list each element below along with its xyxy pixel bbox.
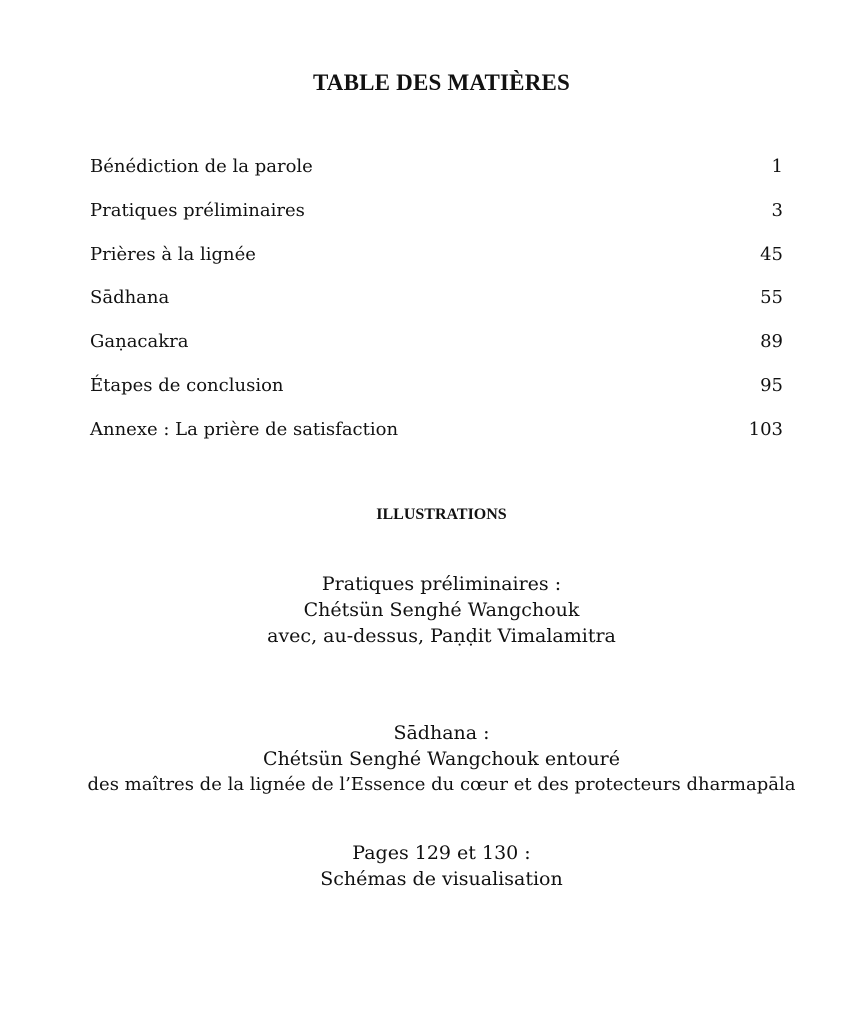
toc-entry <box>90 200 783 244</box>
toc-entry-page: 95 <box>760 374 783 396</box>
illustration-caption-line: des maîtres de la lignée de l’Essence du cœur et des protecteurs dharmapāla <box>87 774 796 795</box>
toc-entry-page: 1 <box>771 156 783 177</box>
toc-entry <box>90 287 783 331</box>
illustration-caption-line: Schémas de visualisation <box>320 868 563 890</box>
toc-entry-label: Sādhana <box>90 287 170 309</box>
toc-entry-page: 45 <box>760 243 783 265</box>
illustration-caption-line: Chétsün Senghé Wangchouk <box>303 599 580 621</box>
toc-entry-label: Étapes de conclusion <box>90 374 284 396</box>
illustration-caption-line: Sādhana : <box>393 722 490 744</box>
toc-entry <box>90 419 783 463</box>
illustration-caption <box>0 720 853 798</box>
toc-entry <box>90 331 783 375</box>
illustration-caption <box>0 571 853 649</box>
illustration-caption-line: Pages 129 et 130 : <box>352 842 531 864</box>
table-of-contents <box>90 156 783 463</box>
toc-entry-page: 3 <box>771 199 783 221</box>
toc-entry-label: Gaṇacakra <box>90 331 189 353</box>
toc-entry-page: 89 <box>760 331 783 353</box>
illustrations-heading: ILLUSTRATIONS <box>376 506 507 523</box>
toc-entry-label: Prières à la lignée <box>90 243 256 265</box>
page-title: TABLE DES MATIÈRES <box>312 70 571 95</box>
illustration-caption-line: avec, au-dessus, Paṇḍit Vimalamitra <box>267 625 616 647</box>
toc-entry-label: Annexe : La prière de satisfaction <box>90 418 399 440</box>
toc-entry-page: 103 <box>748 418 783 440</box>
toc-entry-label: Pratiques préliminaires <box>90 199 305 221</box>
illustration-caption <box>0 840 853 892</box>
toc-entry <box>90 156 783 200</box>
toc-entry <box>90 375 783 419</box>
toc-entry-label: Bénédiction de la parole <box>90 156 313 177</box>
toc-entry <box>90 244 783 288</box>
toc-entry-page: 55 <box>760 287 783 309</box>
illustration-caption-line: Pratiques préliminaires : <box>321 573 562 595</box>
illustration-caption-line: Chétsün Senghé Wangchouk entouré <box>263 748 620 770</box>
